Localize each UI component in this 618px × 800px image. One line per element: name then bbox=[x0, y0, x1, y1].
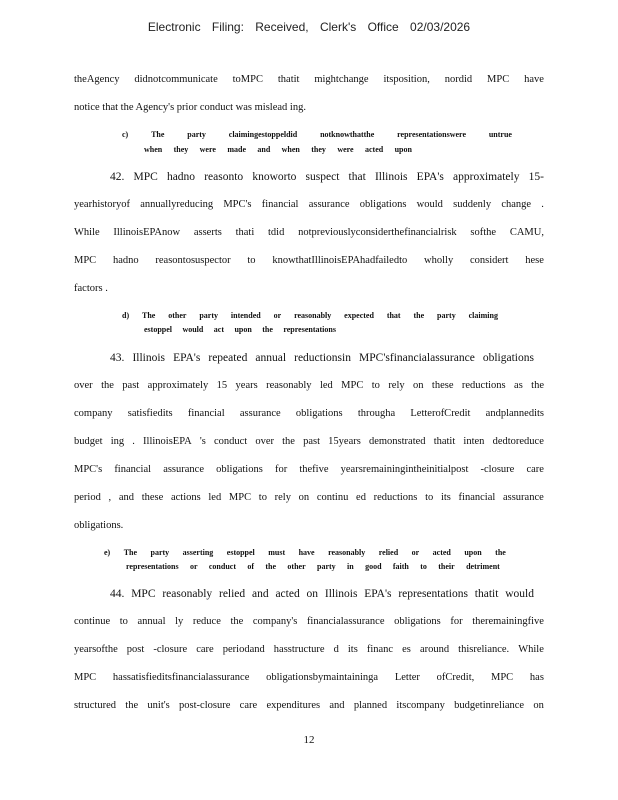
body-line: period , and these actions led MPC to rely on continu ed reductions to its financial assurance bbox=[74, 492, 544, 503]
page-number: 12 bbox=[303, 734, 315, 746]
paragraph-43: 43. Illinois EPA's repeated annual reductionsin MPC'sfinancialassurance obligations bbox=[110, 352, 534, 364]
body-line: theAgency didnotcommunicate toMPC thatit mightchange itsposition, nordid MPC have bbox=[74, 74, 544, 85]
body-line: company satisfiedits financial assurance obligations througha LetterofCredit andplannedits bbox=[74, 408, 544, 419]
body-line: over the past approximately 15 years reasonably led MPC to rely on these reductions as the bbox=[74, 380, 544, 391]
element-heading-c: when they were made and when they were acted upon bbox=[144, 145, 412, 154]
body-line: budget ing . IllinoisEPA 's conduct over the past 15years demonstrated thatit inten dedtoreduce bbox=[74, 436, 544, 447]
element-heading-e: e) The party asserting estoppel must have reasonably relied or acted upon the bbox=[104, 548, 506, 557]
body-line: factors . bbox=[74, 283, 108, 294]
body-line: continue to annual ly reduce the company's financialassurance obligations for theremainingfive bbox=[74, 616, 544, 627]
body-line: structured the unit's post-closure care expenditures and planned itscompany budgetinreliance on bbox=[74, 700, 544, 711]
body-line: MPC hadno reasontosuspector to knowthatIllinoisEPAhadfailedto wholly considert hese bbox=[74, 255, 544, 266]
element-heading-d: d) The other party intended or reasonably expected that the party claiming bbox=[122, 311, 498, 320]
element-heading-e: representations or conduct of the other party in good faith to their detriment bbox=[126, 562, 500, 571]
body-line: While IllinoisEPAnow asserts thati tdid notpreviouslyconsiderthefinancialrisk softhe CAMU, bbox=[74, 227, 544, 238]
paragraph-42: 42. MPC hadno reasonto knoworto suspect that Illinois EPA's approximately 15- bbox=[110, 171, 544, 183]
body-line: notice that the Agency's prior conduct was mislead ing. bbox=[74, 102, 306, 113]
element-heading-d: estoppel would act upon the representations bbox=[144, 325, 336, 334]
body-line: MPC hassatisfieditsfinancialassurance obligationsbymaintaininga Letter ofCredit, MPC has bbox=[74, 672, 544, 683]
body-line: MPC's financial assurance obligations for thefive yearsremainingintheinitialpost -closure care bbox=[74, 464, 544, 475]
paragraph-44: 44. MPC reasonably relied and acted on Illinois EPA's representations thatit would bbox=[110, 588, 534, 600]
body-line: yearsofthe post -closure care periodand hasstructure d its financ es around thisreliance. While bbox=[74, 644, 544, 655]
body-line: obligations. bbox=[74, 520, 124, 531]
element-heading-c: c) The party claimingestoppeldid notknowthatthe representationswere untrue bbox=[122, 130, 512, 139]
filing-header: Electronic Filing: Received, Clerk's Office 02/03/2026 bbox=[147, 20, 471, 34]
body-line: yearhistoryof annuallyreducing MPC's financial assurance obligations would suddenly change . bbox=[74, 199, 544, 210]
